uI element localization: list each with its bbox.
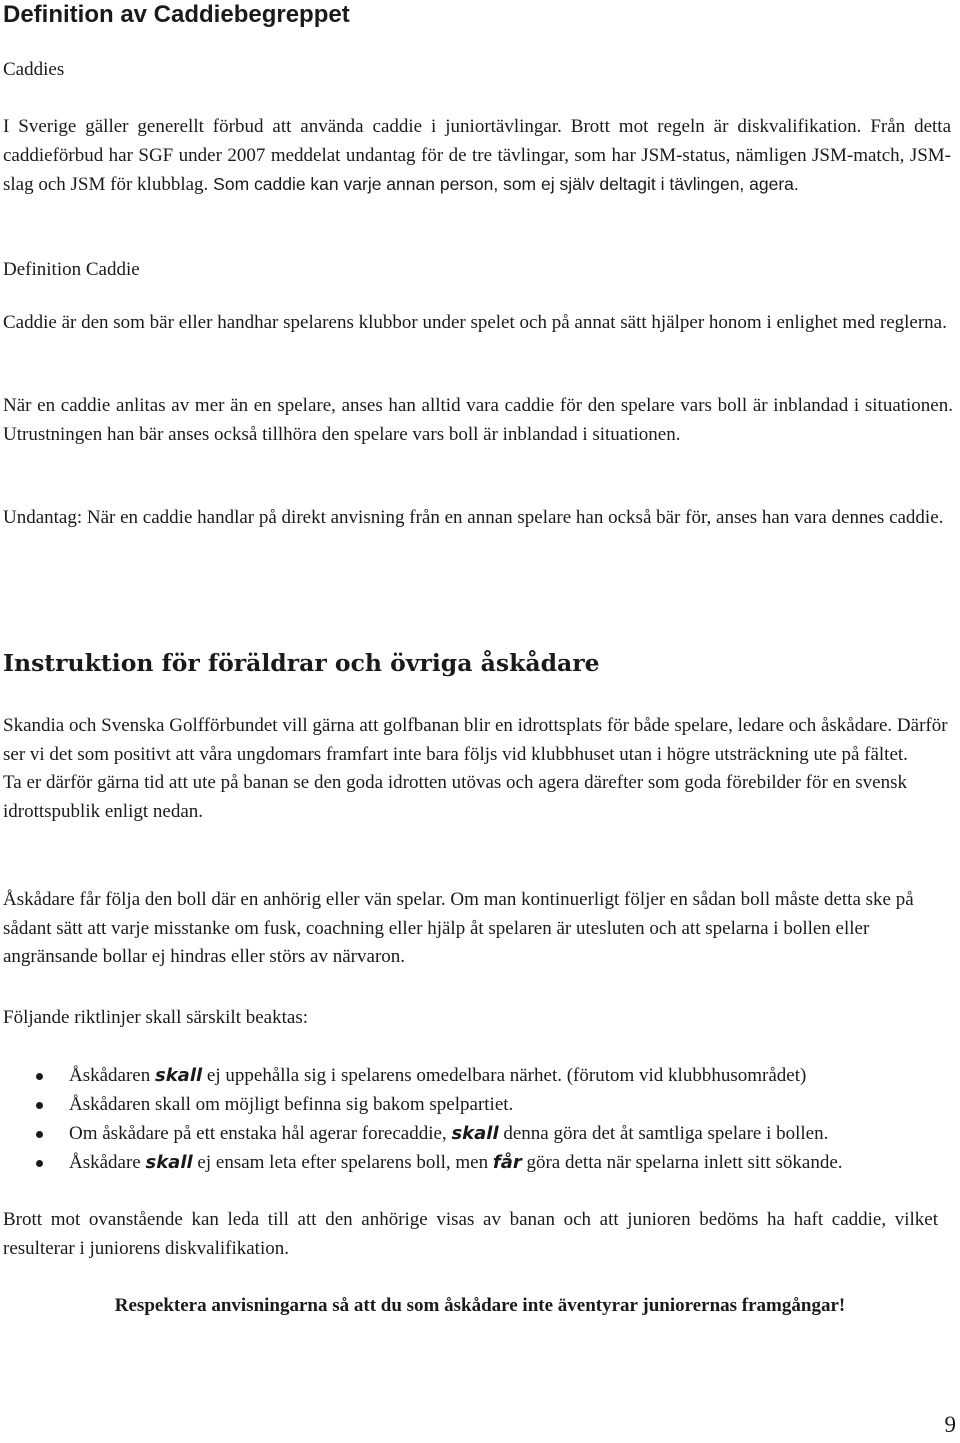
bullet-icon — [36, 1160, 43, 1167]
emphasis-text: skall — [451, 1123, 499, 1144]
definition-paragraph-2: När en caddie anlitas av mer än en spelare, anses han alltid vara caddie för den spelare vars boll är inblandad i situationen. Utrustningen han bär anses också tillhöra den spelare vars boll är inblandad i situationen. — [3, 395, 953, 445]
closing-statement: Respektera anvisningarna så att du som åskådare inte äventyrar juniorernas framgångar! — [114, 1295, 846, 1316]
list-item — [0, 1148, 960, 1177]
subheading-caddies: Caddies — [3, 59, 65, 80]
intro-text-1: Skandia och Svenska Golfförbundet vill gärna att golfbanan blir en idrottsplats för både spelare, ledare och åskådare. Därför ser vi det som positivt att våra ungdomars framfart inte bara följs vid klubbhuset utan i högre utsträckning ute på fältet. — [3, 715, 948, 765]
definition-paragraph-1: Caddie är den som bär eller handhar spelarens klubbor under spelet och på annat sätt hjälper honom i enlighet med reglerna. — [3, 312, 947, 333]
list-item-text: ej ensam leta efter spelarens boll, men — [192, 1152, 493, 1173]
intro-paragraph — [3, 712, 953, 826]
caddie-rule-paragraph — [3, 113, 951, 200]
emphasis-text: får — [492, 1152, 522, 1173]
page-number: 9 — [944, 1412, 956, 1437]
section-heading-parents-spectators: Instruktion för föräldrar och övriga åskådare — [3, 649, 600, 677]
list-item-text: denna göra det åt samtliga spelare i bollen. — [498, 1123, 829, 1144]
list-item-text: Åskådare — [69, 1152, 146, 1173]
list-item-text: Åskådaren skall om möjligt befinna sig bakom spelpartiet. — [69, 1094, 514, 1115]
list-item-text: Åskådaren — [69, 1065, 155, 1086]
list-item-text: ej uppehålla sig i spelarens omedelbara närhet. (förutom vid klubbhusområdet) — [202, 1065, 807, 1086]
list-item — [0, 1061, 960, 1090]
emphasis-text: skall — [155, 1065, 203, 1086]
definition-caddie-heading: Definition Caddie — [3, 259, 140, 280]
list-item — [0, 1090, 960, 1119]
consequence-paragraph: Brott mot ovanstående kan leda till att den anhörige visas av banan och att junioren bedöms ha haft caddie, vilket resulterar i juniorens diskvalifikation. — [3, 1209, 938, 1259]
guidelines-list — [0, 1061, 960, 1177]
emphasis-text: skall — [145, 1152, 193, 1173]
spectators-paragraph: Åskådare får följa den boll där en anhörig eller vän spelar. Om man kontinuerligt följer en sådan boll måste detta ske på sådant sätt att varje misstanke om fusk, coachning eller hjälp åt spelaren är utesluten och att spelarna i bollen eller angränsande bollar ej hindras eller störs av närvaron. — [3, 889, 914, 967]
guidelines-intro: Följande riktlinjer skall särskilt beaktas: — [3, 1007, 308, 1028]
bullet-icon — [36, 1073, 43, 1080]
list-item-text: göra detta när spelarna inlett sitt sökande. — [521, 1152, 843, 1173]
list-item — [0, 1119, 960, 1148]
caddie-rule-text-sans: Som caddie kan varje annan person, som ej själv deltagit i tävlingen, agera. — [208, 174, 799, 194]
definition-paragraph-exception: Undantag: När en caddie handlar på direkt anvisning från en annan spelare han också bär för, anses han vara dennes caddie. — [3, 507, 944, 528]
bullet-icon — [36, 1131, 43, 1138]
list-item-text: Om åskådare på ett enstaka hål agerar forecaddie, — [69, 1123, 452, 1144]
intro-text-2: Ta er därför gärna tid att ute på banan se den goda idrotten utövas och agera därefter som goda förebilder för en svensk idrottspublik enligt nedan. — [3, 772, 907, 822]
bullet-icon — [36, 1102, 43, 1109]
section-heading-caddie-definition: Definition av Caddiebegreppet — [3, 1, 350, 28]
caddie-rule-text: I Sverige gäller generellt förbud att använda caddie i juniortävlingar. Brott mot regeln är diskvalifikation. Från detta caddieförbud har SGF under 2007 meddelat undantag för de tre tävlingar, som har JSM-status, nämligen JSM-match, JSM-slag och JSM för klubblag. — [3, 116, 951, 195]
